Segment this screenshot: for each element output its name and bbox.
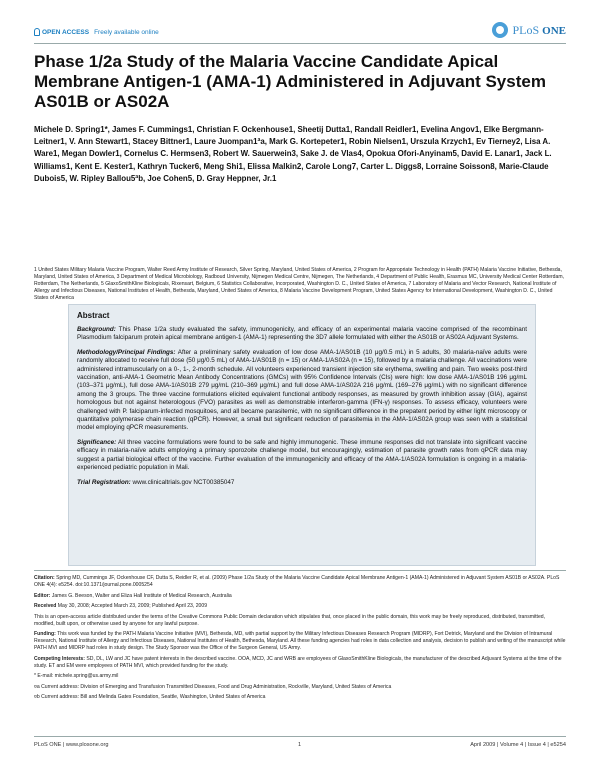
abstract-background — [77, 326, 527, 343]
plos-logo-icon — [492, 22, 508, 38]
logo-text: PLoS — [512, 22, 540, 37]
freely-available-label: Freely available online — [94, 28, 159, 36]
current-address-a: ¤a Current address: Division of Emerging and Transfusion Transmitted Diseases, Food and Drug Administration, Rockville, Maryland, United States of America — [34, 683, 392, 690]
logo-suffix: ONE — [542, 24, 566, 37]
front-matter-rule — [34, 570, 566, 571]
email[interactable]: * E-mail: michele.spring@us.army.mil — [34, 673, 119, 679]
abstract-trial-registration — [77, 479, 527, 487]
current-address-b: ¤b Current address: Bill and Melinda Gates Foundation, Seattle, Washington, United States of America — [34, 694, 266, 700]
section-label: Trial Registration: — [77, 478, 131, 486]
section-label: Methodology/Principal Findings: — [77, 348, 176, 356]
competing-interests: Competing Interests: SD, DL, LW and JC have patent interests in the described vaccine. OOA, MCD, JC and WRB are employees of GlaxoSmithKline Biologicals, the manufacturer of the described Adjuvant Systems at the time of the study. ET and EM were employees of PATH MVI, which provided funding for the study. — [34, 655, 562, 669]
front-matter — [34, 575, 566, 705]
abstract-heading: Abstract — [77, 311, 110, 320]
author-list: Michele D. Spring1*, James F. Cummings1, Christian F. Ockenhouse1, Sheetij Dutta1, Randall Reidler1, Evelina Angov1, Elke Bergmann-Leitner1, V. Ann Stewart1, Stacey Bittner1, Laure Juompan1ªa, Mark G. Kortepeter1, Robin Nielsen1, Urszula Krzych1, Ev Tierney2, Lisa A. Ware1, Megan Dowler1, Cornelus C. Hermsen3, Robert W. Sauerwein3, Sake J. de Vlas4, Opokua Ofori-Anyinam5, David E. Lanar1, Jack L. Williams1, Kent E. Kester1, Kathryn Tucker6, Meng Shi1, Elissa Malkin2, Carole Long7, Carter L. Diggs8, Lorraine Soisson8, Marie-Claude Dubois5, W. Ripley Ballou5ªb, Joe Cohen5, D. Gray Heppner, Jr.1 — [34, 125, 552, 183]
section-text: This Phase 1/2a study evaluated the safety, immunogenicity, and efficacy of an experimental malaria vaccine comprised of the recombinant Plasmodium falciparum protein apical membrane antigen-1 (AMA-1) representing the 3D7 allele formulated with either the AS01B or AS02A Adjuvant Systems. — [77, 326, 527, 342]
open-access-lock-icon — [34, 28, 40, 36]
trial-registration-link[interactable]: www.clinicaltrials.gov NCT00385047 — [132, 478, 235, 486]
journal-header — [34, 20, 566, 40]
section-label: Significance: — [77, 438, 117, 446]
abstract-methods — [77, 349, 527, 433]
footer-rule — [34, 736, 566, 737]
page-number: 1 — [298, 742, 302, 748]
article-title: Phase 1/2a Study of the Malaria Vaccine Candidate Apical Membrane Antigen-1 (AMA-1) Administered in Adjuvant System AS01B or AS02A — [34, 52, 546, 111]
editor: Editor: James G. Beeson, Walter and Eliza Hall Institute of Medical Research, Australia — [34, 592, 232, 599]
dates: Received May 30, 2008; Accepted March 23, 2009; Published April 23, 2009 — [34, 603, 208, 609]
citation: Citation: Spring MD, Cummings JF, Ockenhouse CF, Dutta S, Reidler R, et al. (2009) Phase 1/2a Study of the Malaria Vaccine Candidate Apical Membrane Antigen-1 (AMA-1) Administered in Adjuvant System AS01B or AS02A. PLoS ONE 4(4): e5254. doi:10.1371/journal.pone.0005254 — [34, 575, 560, 588]
affiliations: 1 United States Military Malaria Vaccine Program, Walter Reed Army Institute of Research, Silver Spring, Maryland, United States of America, 2 Program for Appropriate Technology in Health (PATH) Malaria Vaccine Initiative, Bethesda, Maryland, United States of America, 3 Department of Medical Microbiology, Radboud University, Nijmegen Medical Centre, Nijmegen, The Netherlands, 4 Department of Public Health, Erasmus MC, University Medical Center Rotterdam, Rotterdam, The Netherlands, 5 GlaxoSmithKline Biologicals, Rixensart, Belgium, 6 Statistics Collaborative, Incorporated, Washington D. C., United States of America, 7 Laboratory of Malaria and Vector Research, National Institute of Allergy and Infectious Diseases, National Institutes of Health, Bethesda, Maryland, United States of America, 8 Malaria Vaccine Development Program, United States Agency for International Development, Washington D. C., United States of America — [34, 267, 564, 302]
footer-issue: April 2009 | Volume 4 | Issue 4 | e5254 — [470, 742, 566, 748]
open-access-banner — [34, 28, 159, 36]
funding: Funding: This work was funded by the PATH Malaria Vaccine Initiative (MVI), Bethesda, MD, with partial support by the Military Infectious Diseases Research Program (MIDRP), Fort Detrick, Maryland and the Division of Intramural Research, National Institute of Allergy and Infectious Diseases, National Institutes of Health, Bethesda, Maryland. All these funding agencies had roles in data collection and analysis, decision to publish and writing of the manuscript while PATH MVI and MIDRP had roles in study design. The Study Sponsor was the Office of the Surgeon General, US Army. — [34, 631, 566, 651]
open-access-label: OPEN ACCESS — [42, 28, 90, 36]
footer-journal[interactable]: PLoS ONE | www.plosone.org — [34, 742, 109, 748]
section-text: All three vaccine formulations were found to be safe and highly immunogenic. These immune responses did not translate into significant vaccine efficacy in malaria-naïve adults employing a primary sporozoite challenge model, but encouragingly, estimation of parasite growth rates from qPCR data may suggest a partial biological effect of the vaccine. Further evaluation of the immunogenicity and efficacy of the AMA-1/AS02A formulation is ongoing in a malaria-experienced pediatric population in Mali. — [77, 438, 528, 472]
header-rule — [34, 43, 566, 44]
abstract-box — [68, 304, 536, 566]
section-label: Background: — [77, 326, 116, 333]
license: This is an open-access article distributed under the terms of the Creative Commons Public Domain declaration which stipulates that, once placed in the public domain, this work may be freely reproduced, distributed, transmitted, modified, built upon, or otherwise used by anyone for any lawful purpose. — [34, 613, 546, 627]
section-text: After a preliminary safety evaluation of low dose AMA-1/AS01B (10 μg/0.5 mL) in 5 adults, 30 malaria-naïve adults were randomly allocated to receive full dose (50 μg/0.5 mL) of AMA-1/AS01B (n = 15) or AMA-1/AS02A (n = 15), followed by a malaria challenge. All vaccinations were administered intramuscularly on a 0-, 1-, 2-month schedule. All volunteers experienced transient injection site erythema, swelling and pain. Two weeks post-third vaccination, anti-AMA-1 Geometric Mean Antibody Concentrations (GMCs) with 95% Confidence Intervals (CIs) were high: low dose AMA-1/AS01B 196 μg/mL (103–371 μg/mL), full dose AMA-1/AS01B 279 μg/mL (210–369 μg/mL) and full dose AMA-1/AS02A 216 μg/mL (169–276 μg/mL) with no significant difference among the 3 groups. The three vaccine formulations elicited equivalent functional antibody responses, as measured by growth inhibition assay (GIA), against homologous but not against heterologous (FVO) parasites as well as demonstrable interferon-gamma (IFN-γ) responses. To assess efficacy, volunteers were challenged with P. falciparum-infected mosquitoes, and all became parasitemic, with no significant difference in the prepatent period by either light microscopy or quantitative polymerase chain reaction (qPCR). However, a small but significant reduction of parasitemia in the AMA-1/AS02A group was seen with a statistical model employing qPCR measurements. — [77, 348, 527, 432]
abstract-significance — [77, 439, 527, 473]
journal-logo — [492, 22, 566, 38]
